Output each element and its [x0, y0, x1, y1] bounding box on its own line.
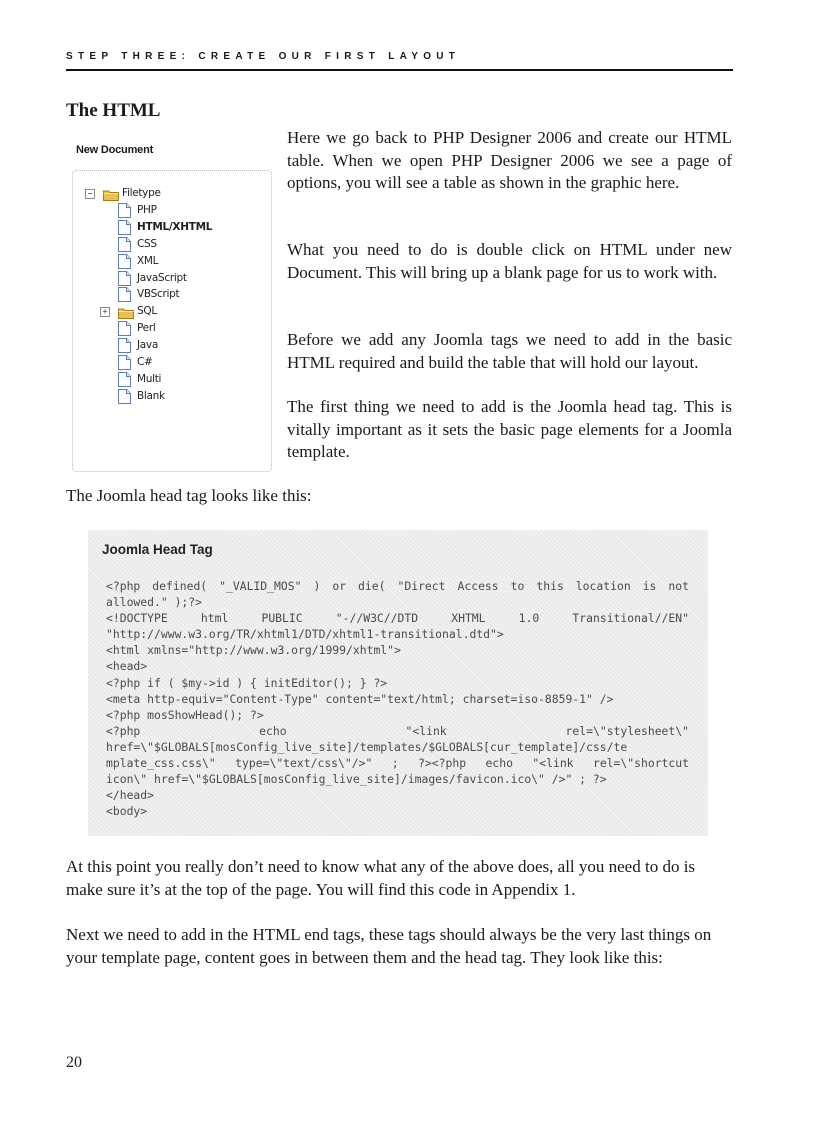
tree-item-label: PHP	[137, 203, 157, 216]
tree-item-label: Filetype	[122, 187, 161, 199]
header-rule	[66, 69, 733, 71]
file-icon	[118, 338, 131, 353]
code-line: href=\"$GLOBALS[mosConfig_live_site]/templates/$GLOBALS[cur_template]/css/te	[106, 739, 628, 754]
code-box	[88, 530, 708, 836]
paragraph-intro: Here we go back to PHP Designer 2006 and create our HTML table. When we open PHP Designer 2006 we see a page of options, you will see a table as shown in the graphic here.	[287, 128, 732, 192]
code-line: <!DOCTYPE html PUBLIC "-//W3C//DTD XHTML 1.0 Transitional//EN"	[106, 611, 689, 626]
page-number: 20	[66, 1054, 82, 1071]
tree-item[interactable]	[72, 372, 272, 388]
file-icon	[118, 389, 131, 404]
tree-item-label: SQL	[137, 305, 157, 318]
code-line: </head>	[106, 788, 155, 803]
code-box-title: Joomla Head Tag	[102, 542, 213, 557]
tree-item[interactable]	[72, 203, 272, 219]
section-title: The HTML	[66, 100, 161, 121]
tree-item-label: Java	[137, 339, 158, 352]
tree-item[interactable]	[72, 254, 272, 270]
code-line: <?php defined( "_VALID_MOS" ) or die( "Direct Access to this location is not	[106, 579, 689, 593]
code-line: <meta http-equiv="Content-Type" content="text/html; charset=iso-8859-1" />	[106, 691, 614, 706]
code-line: <html xmlns="http://www.w3.org/1999/xhtml">	[106, 643, 401, 658]
expand-icon[interactable]: +	[100, 307, 110, 317]
tree-item-label: JavaScript	[137, 271, 187, 284]
file-icon	[118, 372, 131, 387]
collapse-icon[interactable]: −	[85, 189, 95, 199]
code-line: mplate_css.css\" type=\"text/css\"/>" ; ?><?php echo "<link rel=\"shortcut	[106, 756, 689, 771]
tree-item-label: C#	[137, 356, 153, 368]
file-icon	[118, 271, 131, 286]
tree-item[interactable]	[72, 304, 272, 320]
tree-item-label: XML	[137, 254, 159, 267]
file-icon	[118, 203, 131, 218]
paragraph-explanation: At this point you really don’t need to know what any of the above does, all you need to do is make sure it’s at the top of the page. You will find this code in Appendix 1.	[66, 857, 696, 899]
tree-item-label: VBScript	[137, 288, 180, 301]
tree-item-label: Perl	[137, 322, 156, 335]
tree-item[interactable]	[72, 186, 272, 202]
figure-heading: New Document	[76, 144, 154, 156]
file-icon	[118, 287, 131, 302]
tree-item-label: Blank	[137, 389, 165, 402]
code-line: <?php echo "<link rel=\"stylesheet\"	[106, 723, 689, 738]
tree-item[interactable]	[72, 355, 272, 371]
folder-icon	[103, 188, 119, 200]
file-type-figure	[72, 138, 272, 472]
tree-item-label: Multi	[137, 372, 162, 385]
tree-item[interactable]	[72, 321, 272, 337]
code-line: <?php mosShowHead(); ?>	[106, 707, 264, 722]
paragraph-head-tag-intro: The Joomla head tag looks like this:	[66, 486, 312, 505]
file-icon	[118, 355, 131, 370]
file-icon	[118, 321, 131, 336]
tree-item[interactable]	[72, 389, 272, 405]
code-line: "http://www.w3.org/TR/xhtml1/DTD/xhtml1-transitional.dtd">	[106, 627, 504, 642]
tree-item-label: HTML/XHTML	[137, 220, 213, 233]
tree-item[interactable]	[72, 220, 272, 236]
code-listing	[106, 578, 689, 819]
tree-item[interactable]	[72, 271, 272, 287]
file-icon	[118, 254, 131, 269]
code-line: <head>	[106, 659, 148, 674]
paragraph-basic-html: Before we add any Joomla tags we need to add in the basic HTML required and build the table that will hold our layout.	[287, 330, 732, 372]
folder-icon	[118, 306, 134, 318]
paragraph-double-click: What you need to do is double click on HTML under new Document. This will bring up a blank page for us to work with.	[287, 240, 732, 282]
paragraph-head-tag: The first thing we need to add is the Joomla head tag. This is vitally important as it sets the basic page elements for a Joomla template.	[287, 397, 732, 461]
tree-item[interactable]	[72, 237, 272, 253]
code-line: <body>	[106, 804, 148, 819]
code-line: allowed." );?>	[106, 595, 203, 610]
file-icon	[118, 220, 131, 235]
code-line: icon\" href=\"$GLOBALS[mosConfig_live_site]/images/favicon.ico\" />" ; ?>	[106, 772, 607, 787]
paragraph-end-tags: Next we need to add in the HTML end tags, these tags should always be the very last things on your template page, content goes in between them and the head tag. They look like this:	[66, 925, 712, 967]
code-line: <?php if ( $my->id ) { initEditor(); } ?>	[106, 675, 388, 690]
tree-item-label: CSS	[137, 237, 157, 250]
file-icon	[118, 237, 131, 252]
tree-item[interactable]	[72, 287, 272, 303]
running-head: STEP THREE: CREATE OUR FIRST LAYOUT	[66, 51, 461, 62]
tree-item[interactable]	[72, 338, 272, 354]
